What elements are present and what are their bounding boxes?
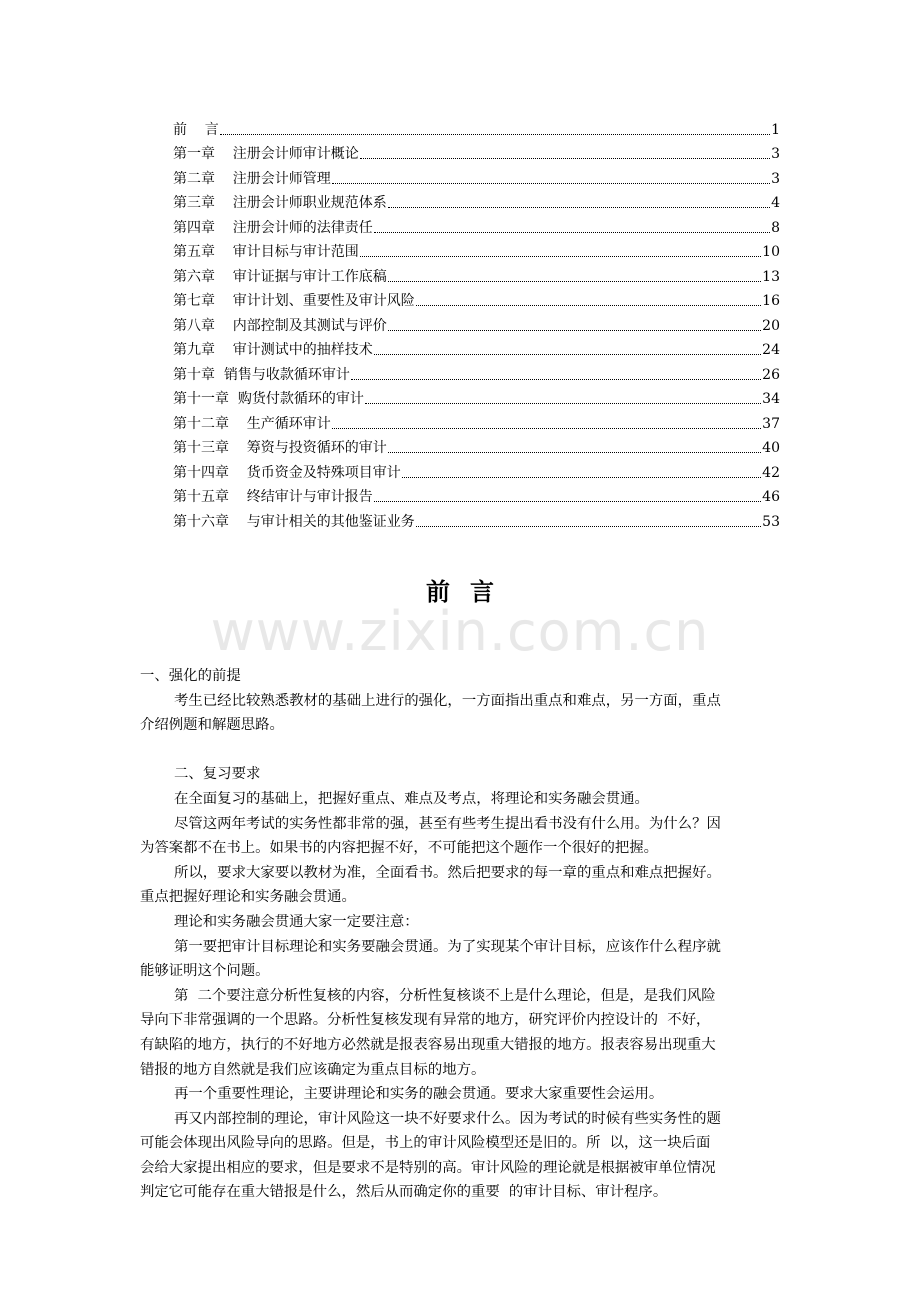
toc-entry[interactable] xyxy=(173,261,780,286)
toc-leader-dots xyxy=(374,232,770,233)
paragraph-line: 理论和实务融会贯通大家一定要注意： xyxy=(174,913,419,930)
table-of-contents xyxy=(173,114,780,531)
toc-entry[interactable] xyxy=(173,408,780,433)
toc-leader-dots xyxy=(374,354,761,355)
toc-leader-dots xyxy=(388,281,761,282)
toc-entry-title: 第七章 审计计划、重要性及审计风险 xyxy=(173,293,415,309)
toc-entry-title: 第五章 审计目标与审计范围 xyxy=(173,244,359,260)
toc-entry[interactable] xyxy=(173,457,780,482)
toc-entry[interactable] xyxy=(173,384,780,409)
page-title: 前言 xyxy=(426,578,514,606)
toc-entry-page: 4 xyxy=(771,195,780,211)
toc-entry-title: 第九章 审计测试中的抽样技术 xyxy=(173,342,373,358)
toc-entry-page: 34 xyxy=(762,391,780,407)
toc-entry-page: 53 xyxy=(762,513,780,530)
toc-entry-page: 24 xyxy=(762,342,780,358)
paragraph-line xyxy=(140,738,792,763)
toc-entry-page: 8 xyxy=(771,219,780,236)
toc-entry-title: 第十二章 生产循环审计 xyxy=(173,415,331,432)
toc-leader-dots xyxy=(388,330,761,331)
paragraph-line: 在全面复习的基础上，把握好重点、难点及考点，将理论和实务融会贯通。 xyxy=(174,790,649,807)
toc-entry-title: 第二章 注册会计师管理 xyxy=(173,170,331,187)
toc-entry[interactable] xyxy=(173,335,780,360)
paragraph-line: 考生已经比较熟悉教材的基础上进行的强化，一方面指出重点和难点，另一方面，重点 xyxy=(174,692,721,709)
toc-entry-page: 3 xyxy=(771,146,780,162)
toc-entry-page: 1 xyxy=(771,121,780,138)
toc-leader-dots xyxy=(388,207,770,208)
toc-leader-dots xyxy=(332,183,770,184)
preface-body xyxy=(140,664,792,1205)
toc-entry-title: 第四章 注册会计师的法律责任 xyxy=(173,219,373,236)
paragraph-line: 有缺陷的地方，执行的不好地方必然就是报表容易出现重大错报的地方。报表容易出现重大 xyxy=(140,1036,716,1053)
toc-entry-title: 第十三章 筹资与投资循环的审计 xyxy=(173,440,387,456)
toc-leader-dots xyxy=(365,403,761,404)
toc-entry-title: 第八章 内部控制及其测试与评价 xyxy=(173,317,387,334)
toc-entry-title: 第十四章 货币资金及特殊项目审计 xyxy=(173,464,401,481)
toc-entry-page: 10 xyxy=(762,244,780,260)
watermark: www.zixin.com.cn xyxy=(210,600,710,663)
paragraph-line: 错报的地方自然就是我们应该确定为重点目标的地方。 xyxy=(140,1061,486,1078)
toc-leader-dots xyxy=(360,158,770,159)
paragraph-line: 可能会体现出风险导向的思路。但是，书上的审计风险模型还是旧的。所 以，这一块后面 xyxy=(140,1135,711,1152)
toc-entry-page: 40 xyxy=(762,440,780,456)
toc-leader-dots xyxy=(388,452,761,453)
paragraph-line: 一、强化的前提 xyxy=(140,668,241,684)
toc-entry-page: 3 xyxy=(771,170,780,187)
toc-entry-title: 第十章 销售与收款循环审计 xyxy=(173,366,350,383)
toc-entry-page: 20 xyxy=(762,317,780,334)
toc-entry-page: 16 xyxy=(762,293,780,309)
toc-leader-dots xyxy=(416,305,761,306)
toc-entry[interactable] xyxy=(173,188,780,213)
toc-entry[interactable] xyxy=(173,359,780,384)
toc-entry-page: 37 xyxy=(762,415,780,432)
paragraph-line: 介绍例题和解题思路。 xyxy=(140,717,284,734)
paragraph-line: 第 二个要注意分析性复核的内容，分析性复核谈不上是什么理论，但是，是我们风险 xyxy=(174,987,716,1004)
toc-entry[interactable] xyxy=(173,212,780,237)
toc-leader-dots xyxy=(220,134,770,135)
paragraph-line: 重点把握好理论和实务融会贯通。 xyxy=(140,889,356,906)
paragraph-line: 第一要把审计目标理论和实务要融会贯通。为了实现某个审计目标，应该作什么程序就 xyxy=(174,938,721,955)
paragraph-line: 判定它可能存在重大错报是什么，然后从而确定你的重要 的审计目标、审计程序。 xyxy=(140,1184,668,1201)
toc-entry[interactable] xyxy=(173,310,780,335)
toc-entry-title: 第十一章 购货付款循环的审计 xyxy=(173,391,364,407)
paragraph-line: 再又内部控制的理论，审计风险这一块不好要求什么。因为考试的时候有些实务性的题 xyxy=(174,1110,721,1127)
paragraph-line: 为答案都不在书上。如果书的内容把握不好，不可能把这个题作一个很好的把握。 xyxy=(140,840,659,857)
paragraph-line: 能够证明这个问题。 xyxy=(140,963,270,980)
toc-entry[interactable] xyxy=(173,139,780,164)
toc-entry-title: 第六章 审计证据与审计工作底稿 xyxy=(173,268,387,285)
toc-entry-page: 42 xyxy=(762,464,780,481)
toc-leader-dots xyxy=(360,256,761,257)
toc-leader-dots xyxy=(416,526,761,527)
paragraph-line: 导向下非常强调的一个思路。分析性复核发现有异常的地方，研究评价内控设计的 不好， xyxy=(140,1012,711,1029)
toc-entry-title: 第三章 注册会计师职业规范体系 xyxy=(173,195,387,211)
paragraph-line: 尽管这两年考试的实务性都非常的强，甚至有些考生提出看书没有什么用。为什么？因 xyxy=(174,815,721,832)
toc-entry[interactable] xyxy=(173,506,780,531)
toc-entry[interactable] xyxy=(173,163,780,188)
paragraph-line: 二、复习要求 xyxy=(174,766,261,783)
toc-entry[interactable] xyxy=(173,286,780,311)
paragraph-line: 会给大家提出相应的要求，但是要求不是特别的高。审计风险的理论就是根据被审单位情况 xyxy=(140,1159,716,1176)
paragraph-line: 再一个重要性理论，主要讲理论和实务的融会贯通。要求大家重要性会运用。 xyxy=(174,1086,664,1103)
toc-entry-title: 第一章 注册会计师审计概论 xyxy=(173,146,359,162)
toc-entry-title: 第十六章 与审计相关的其他鉴证业务 xyxy=(173,513,415,530)
toc-leader-dots xyxy=(351,379,761,380)
toc-entry[interactable] xyxy=(173,482,780,507)
toc-entry[interactable] xyxy=(173,433,780,458)
toc-entry-page: 26 xyxy=(762,366,780,383)
toc-leader-dots xyxy=(374,501,761,502)
toc-leader-dots xyxy=(332,428,761,429)
paragraph-line: 所以，要求大家要以教材为准，全面看书。然后把要求的每一章的重点和难点把握好。 xyxy=(174,864,721,881)
toc-entry-title: 前 言 xyxy=(173,121,219,138)
toc-entry[interactable] xyxy=(173,237,780,262)
toc-leader-dots xyxy=(402,477,761,478)
toc-entry-title: 第十五章 终结审计与审计报告 xyxy=(173,489,373,505)
toc-entry-page: 46 xyxy=(762,489,780,505)
toc-entry-page: 13 xyxy=(762,268,780,285)
toc-entry[interactable] xyxy=(173,114,780,139)
